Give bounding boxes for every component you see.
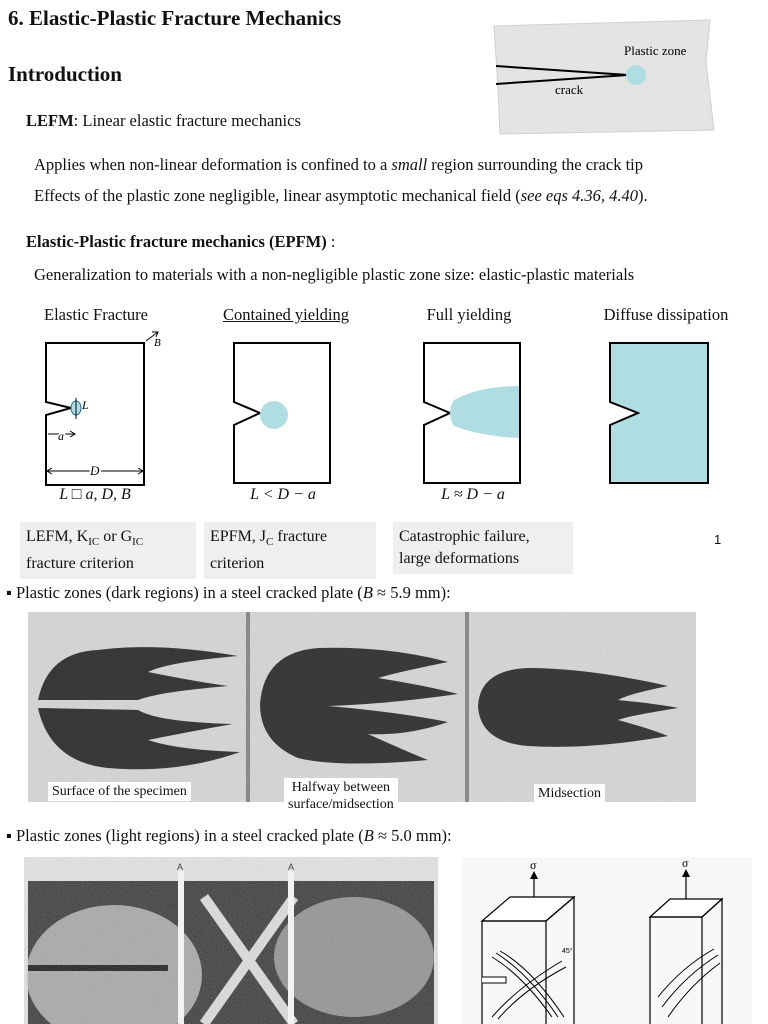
epfm-heading (26, 232, 335, 252)
photo-label-surface: Surface of the specimen (48, 782, 191, 801)
sigma-label-2: σ (682, 859, 689, 870)
lefm-line-2-emphasis: see eqs 4.36, 4.40 (520, 186, 639, 205)
epfm-description: Generalization to materials with a non-negligible plastic zone size: elastic-plastic materials (34, 265, 635, 284)
photo-label-midsection: Midsection (534, 784, 605, 803)
plastic-zone-photo-light (24, 857, 438, 1024)
bullet-icon: ▪ (6, 583, 12, 602)
section-mark-right: A (288, 862, 295, 872)
dim-label-B: B (154, 337, 161, 349)
lefm-line-1-text: Applies when non-linear deformation is confined to a (34, 155, 392, 174)
section-mark-left: A (177, 862, 184, 872)
photos1-caption-var: B (362, 583, 373, 602)
criterion-lefm-sub1: IC (88, 536, 100, 549)
photos2-caption-end: ≈ 5.0 mm): (373, 826, 452, 845)
page-title: 6. Elastic-Plastic Fracture Mechanics (8, 6, 342, 30)
condition-contained: L < D − a (250, 486, 316, 503)
criterion-lefm-text: LEFM, K (26, 528, 89, 545)
crack-plastic-zone-inset (488, 18, 718, 136)
regime-title-diffuse: Diffuse dissipation (603, 305, 729, 324)
dim-label-L: L (82, 398, 89, 412)
condition-elastic: L □ a, D, B (59, 486, 131, 503)
photos1-caption-end: ≈ 5.9 mm): (372, 583, 451, 602)
regime-title-contained: Contained yielding (222, 305, 350, 324)
epfm-title: Elastic-Plastic fracture mechanics (EPFM) (26, 232, 327, 251)
criterion-full-line2: large deformations (399, 550, 520, 567)
photo-label-halfway-line1: Halfway between (291, 780, 391, 795)
plastic-zone-contained (260, 401, 288, 429)
lefm-definition (26, 111, 301, 131)
shear-band-diagram (462, 857, 752, 1024)
bullet-icon: ▪ (6, 826, 12, 845)
lefm-line-1 (34, 155, 643, 175)
dim-label-D: D (90, 463, 100, 478)
lefm-line-1-end: region surrounding the crack tip (427, 155, 643, 174)
criterion-lefm-sub2: IC (132, 536, 144, 549)
photo-label-halfway (284, 778, 398, 814)
criterion-epfm-sub: C (266, 536, 274, 549)
diffuse-dissipation-diagram (606, 340, 712, 486)
dim-label-a: a (58, 429, 64, 443)
lefm-def: : Linear elastic fracture mechanics (73, 111, 301, 130)
epfm-colon: : (326, 232, 336, 251)
angle-label: 45° (562, 948, 573, 955)
photos2-caption-text: Plastic zones (light regions) in a steel cracked plate ( (11, 826, 364, 845)
criterion-epfm-text2: fracture (273, 528, 328, 545)
photo-label-halfway-line2: surface/midsection (288, 797, 394, 812)
lefm-abbr: LEFM (26, 111, 74, 130)
criterion-box-full (393, 522, 573, 574)
criterion-lefm-line2: fracture criterion (26, 555, 134, 573)
section-heading: Introduction (8, 62, 122, 86)
sigma-label-1: σ (530, 861, 537, 872)
criterion-epfm-text: EPFM, J (210, 528, 267, 545)
photos2-caption-var: B (363, 826, 374, 845)
regime-title-elastic: Elastic Fracture (44, 305, 148, 324)
criterion-lefm-text2: or G (99, 528, 133, 545)
elastic-fracture-diagram (30, 328, 160, 488)
photos2-caption (6, 826, 452, 846)
page-number: 1 (714, 532, 722, 547)
lefm-line-1-emphasis: small (391, 155, 428, 174)
photos1-caption (6, 583, 451, 603)
criterion-full-line1: Catastrophic failure, (399, 528, 530, 545)
plastic-zone-label: Plastic zone (624, 43, 687, 58)
plastic-zone-circle (626, 65, 646, 85)
criterion-box-epfm (204, 522, 376, 579)
plastic-zone-photos-dark (28, 612, 696, 802)
criterion-box-lefm (20, 522, 196, 579)
full-yielding-diagram (420, 340, 526, 486)
condition-full: L ≈ D − a (441, 486, 505, 503)
lefm-line-2 (34, 186, 648, 206)
contained-yielding-diagram (230, 340, 336, 486)
lefm-line-2-text: Effects of the plastic zone negligible, linear asymptotic mechanical field ( (34, 186, 521, 205)
crack-label: crack (555, 82, 584, 97)
lefm-line-2-end: ). (638, 186, 648, 205)
photos1-caption-text: Plastic zones (dark regions) in a steel cracked plate ( (11, 583, 363, 602)
criterion-epfm-line2: criterion (210, 555, 265, 573)
regime-title-full: Full yielding (426, 305, 512, 324)
